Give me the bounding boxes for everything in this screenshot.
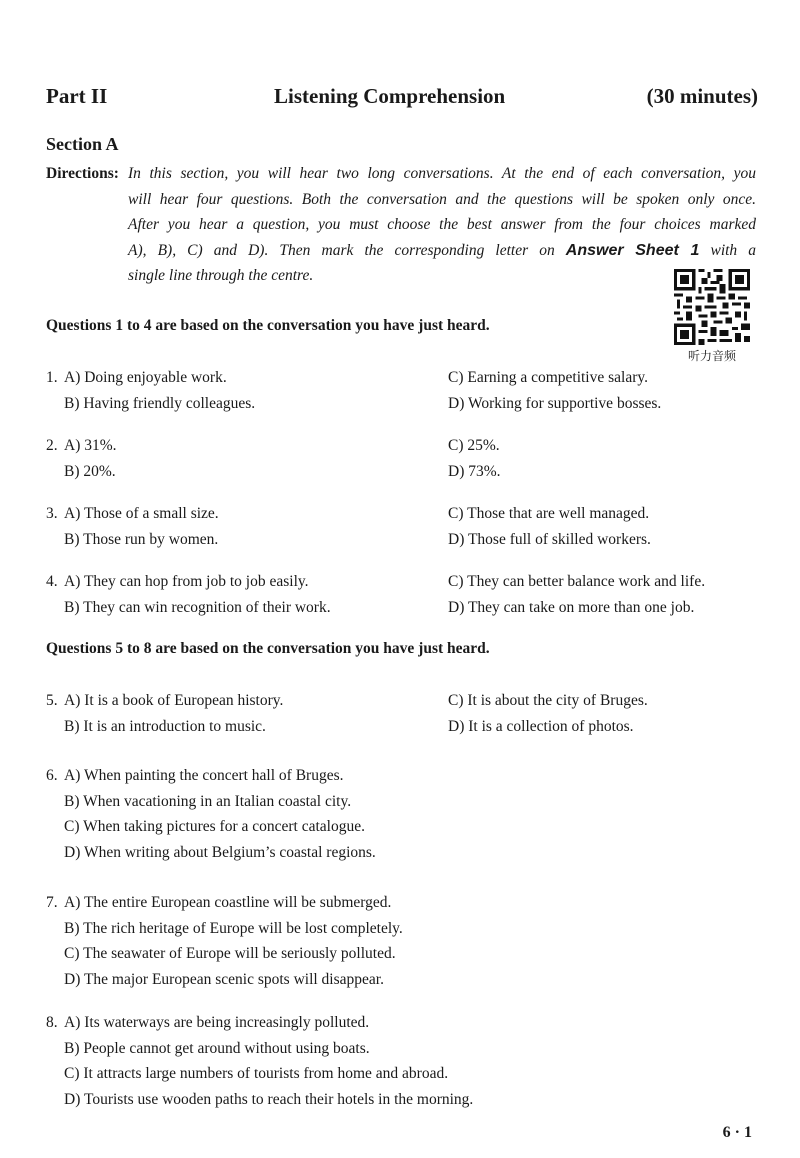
option-c: C) Earning a competitive salary. bbox=[448, 369, 648, 386]
page-number: 6 · 1 bbox=[722, 1124, 752, 1141]
option-d: D) Tourists use wooden paths to reach their hotels in the morning. bbox=[64, 1090, 474, 1108]
option-c: C) They can better balance work and life. bbox=[448, 573, 706, 590]
time-limit: (30 minutes) bbox=[646, 84, 758, 108]
directions-label: Directions: bbox=[46, 165, 119, 182]
section-title: Section A bbox=[46, 134, 119, 154]
option-b: B) 20%. bbox=[64, 462, 116, 480]
option-a: A) When painting the concert hall of Bruges. bbox=[64, 767, 344, 784]
part-label: Part II bbox=[46, 84, 108, 108]
part-header bbox=[46, 84, 758, 118]
qr-code-icon[interactable] bbox=[674, 269, 750, 345]
option-d: D) The major European scenic spots will disappear. bbox=[64, 970, 384, 988]
question-number: 5. bbox=[46, 692, 58, 709]
option-d: D) It is a collection of photos. bbox=[448, 717, 634, 735]
option-b: B) It is an introduction to music. bbox=[64, 717, 266, 735]
part-title: Listening Comprehension bbox=[274, 84, 506, 108]
option-b: B) They can win recognition of their work. bbox=[64, 598, 331, 616]
option-d: D) When writing about Belgium’s coastal regions. bbox=[64, 843, 376, 861]
option-a: A) It is a book of European history. bbox=[64, 692, 284, 709]
option-b: B) Having friendly colleagues. bbox=[64, 394, 256, 412]
qr-caption: 听力音频 bbox=[687, 349, 736, 363]
option-a: A) The entire European coastline will be submerged. bbox=[64, 894, 392, 911]
option-d: D) Working for supportive bosses. bbox=[448, 394, 662, 412]
directions-line: In this section, you will hear two long conversations. At the end of each conversation, you bbox=[128, 165, 756, 182]
directions-line: single line through the centre. bbox=[128, 267, 314, 285]
question-number: 6. bbox=[46, 767, 58, 784]
question-number: 8. bbox=[46, 1014, 58, 1031]
question-group-heading: Questions 5 to 8 are based on the conversation you have just heard. bbox=[46, 640, 490, 657]
directions-line-part: with a bbox=[710, 241, 757, 259]
option-c: C) Those that are well managed. bbox=[448, 505, 650, 522]
option-c: C) It is about the city of Bruges. bbox=[448, 692, 648, 709]
directions-line: After you hear a question, you must choose the best answer from the four choices marked bbox=[128, 216, 756, 234]
option-a: A) 31%. bbox=[64, 437, 117, 454]
option-b: B) Those run by women. bbox=[64, 530, 219, 548]
option-c: C) The seawater of Europe will be seriously polluted. bbox=[64, 945, 396, 962]
option-a: A) Its waterways are being increasingly polluted. bbox=[64, 1014, 370, 1031]
directions-text bbox=[128, 161, 756, 289]
question-number: 1. bbox=[46, 369, 58, 386]
option-d: D) They can take on more than one job. bbox=[448, 598, 695, 616]
question-group-heading: Questions 1 to 4 are based on the conversation you have just heard. bbox=[46, 317, 490, 334]
option-d: D) 73%. bbox=[448, 462, 501, 480]
option-a: A) Those of a small size. bbox=[64, 505, 219, 522]
directions-line bbox=[128, 238, 756, 264]
option-b: B) When vacationing in an Italian coastal city. bbox=[64, 792, 352, 810]
question-number: 4. bbox=[46, 573, 58, 590]
option-a: A) They can hop from job to job easily. bbox=[64, 573, 309, 590]
question-number: 3. bbox=[46, 505, 58, 522]
question-number: 2. bbox=[46, 437, 58, 454]
answer-sheet-ref: Answer Sheet 1 bbox=[565, 241, 700, 259]
question-number: 7. bbox=[46, 894, 58, 911]
option-c: C) When taking pictures for a concert catalogue. bbox=[64, 818, 365, 835]
directions-line: will hear four questions. Both the conversation and the questions will be spoken only once. bbox=[128, 190, 756, 208]
directions-line-part: A), B), C) and D). Then mark the corresponding letter on bbox=[128, 241, 555, 259]
option-c: C) 25%. bbox=[448, 437, 500, 454]
option-b: B) The rich heritage of Europe will be lost completely. bbox=[64, 919, 403, 937]
option-d: D) Those full of skilled workers. bbox=[448, 530, 651, 548]
option-c: C) It attracts large numbers of tourists from home and abroad. bbox=[64, 1065, 449, 1082]
option-b: B) People cannot get around without using boats. bbox=[64, 1039, 370, 1057]
option-a: A) Doing enjoyable work. bbox=[64, 369, 227, 386]
